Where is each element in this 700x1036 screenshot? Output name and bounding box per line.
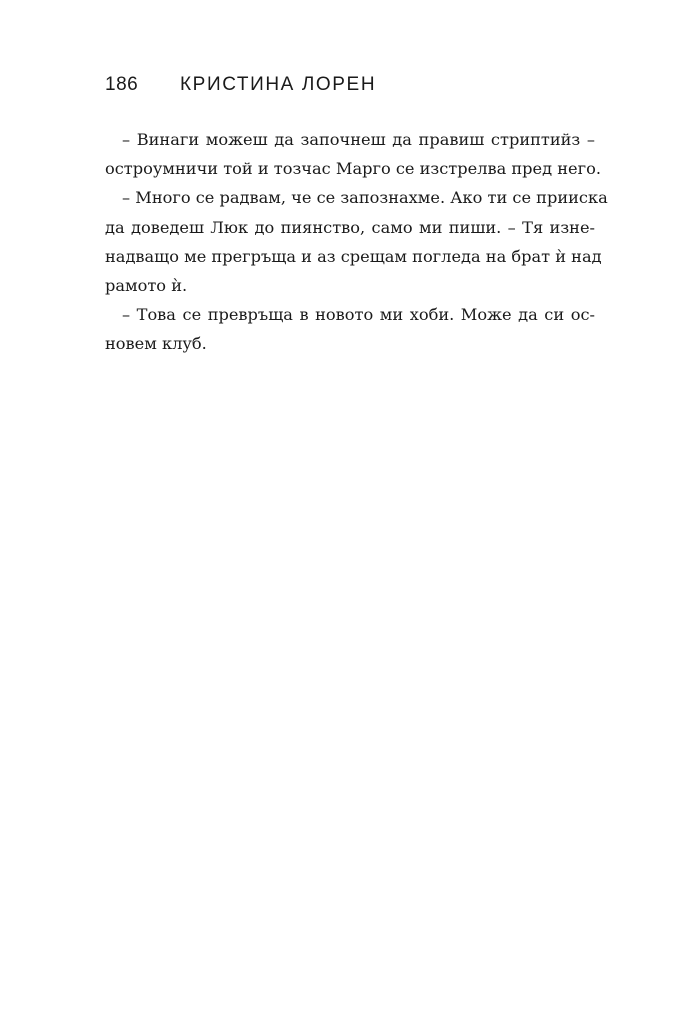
text-line: остроумничи той и тозчас Марго се изстрелва пред него.: [105, 159, 601, 179]
text-line: рамото ѝ.: [105, 276, 188, 296]
text-line: – Винаги можеш да започнеш да правиш стриптийз –: [122, 130, 595, 149]
page-number: 186: [105, 74, 139, 95]
body-text: [105, 125, 608, 359]
text-line: новем клуб.: [105, 334, 207, 354]
text-line: да доведеш Люк до пиянство, само ми пиши. – Тя изне-: [105, 217, 595, 237]
text-line: надващо ме прегръща и аз срещам погледа на брат ѝ над: [105, 246, 602, 266]
text-line: – Много се радвам, че се запознахме. Ако ти се прииска: [122, 188, 608, 208]
author-name: КРИСТИНА ЛОРЕН: [180, 74, 377, 95]
text-line: – Това се превръща в новото ми хоби. Може да си ос-: [122, 305, 595, 325]
running-header: [105, 74, 376, 104]
